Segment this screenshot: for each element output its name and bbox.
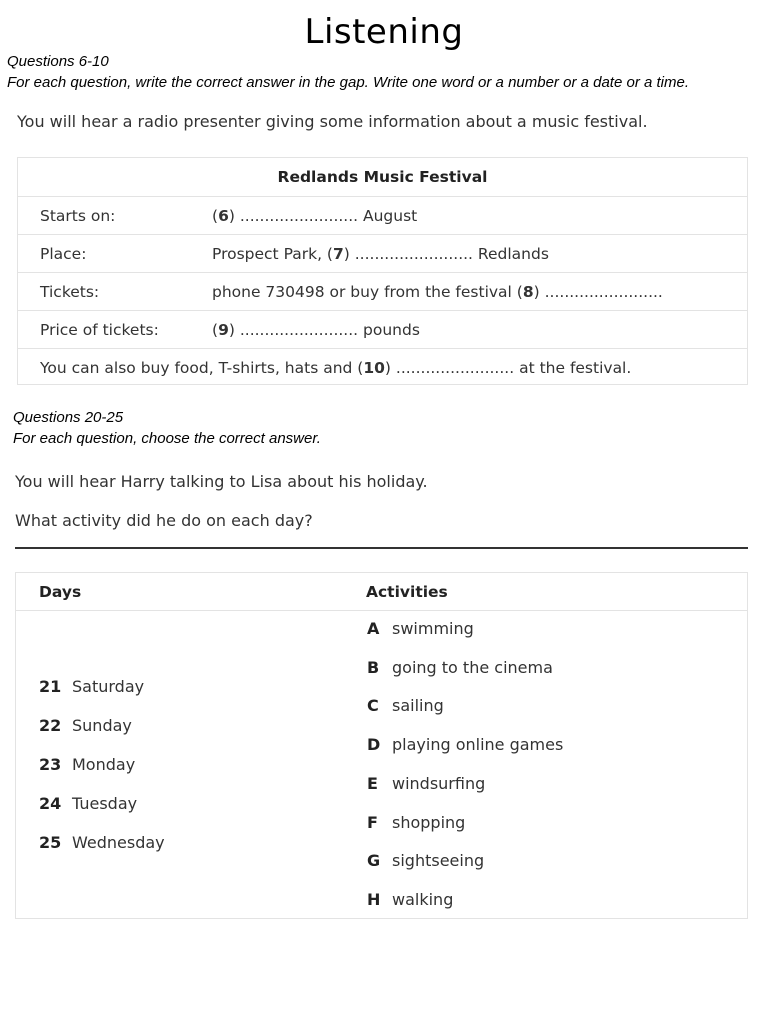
days-activities-table bbox=[15, 572, 748, 919]
row-label: Starts on: bbox=[40, 207, 116, 225]
questions-20-25-label: Questions 20-25 bbox=[13, 409, 124, 426]
day-item: 24 Tuesday bbox=[39, 794, 138, 813]
activity-item: D playing online games bbox=[367, 735, 564, 754]
table-row bbox=[18, 196, 747, 234]
festival-table bbox=[17, 157, 748, 385]
questions-6-10-label: Questions 6-10 bbox=[7, 53, 109, 70]
activity-item: E windsurfing bbox=[367, 774, 486, 793]
gap-number: 10 bbox=[363, 359, 385, 377]
gap-number: 6 bbox=[218, 207, 229, 225]
holiday-question: What activity did he do on each day? bbox=[15, 511, 313, 530]
row-value: (9) ........................ pounds bbox=[212, 321, 420, 339]
day-item: 22 Sunday bbox=[39, 716, 132, 735]
table-row bbox=[18, 234, 747, 272]
row-label: Place: bbox=[40, 245, 87, 263]
page-title: Listening bbox=[304, 12, 464, 52]
row-label: Tickets: bbox=[40, 283, 100, 301]
row-value: You can also buy food, T-shirts, hats and (10) ........................ at the festival. bbox=[40, 359, 632, 377]
gap-number: 8 bbox=[522, 283, 534, 301]
day-item: 23 Monday bbox=[39, 755, 136, 774]
divider bbox=[15, 547, 748, 549]
activity-item: A swimming bbox=[367, 619, 474, 638]
festival-intro: You will hear a radio presenter giving some information about a music festival. bbox=[17, 112, 648, 131]
activities-header: Activities bbox=[366, 583, 448, 601]
gap-number: 9 bbox=[218, 321, 229, 339]
activity-item: G sightseeing bbox=[367, 851, 485, 870]
activity-item: B going to the cinema bbox=[367, 658, 553, 677]
holiday-intro: You will hear Harry talking to Lisa about his holiday. bbox=[15, 472, 428, 491]
row-label: Price of tickets: bbox=[40, 321, 159, 339]
table-row bbox=[18, 310, 747, 348]
activity-item: C sailing bbox=[367, 696, 444, 715]
questions-20-25-instruction: For each question, choose the correct answer. bbox=[13, 430, 321, 447]
gap-number: 7 bbox=[332, 245, 344, 263]
table-header bbox=[16, 573, 747, 611]
days-header: Days bbox=[39, 583, 82, 601]
activity-item: F shopping bbox=[367, 813, 466, 832]
activity-item: H walking bbox=[367, 890, 454, 909]
row-value: (6) ........................ August bbox=[212, 207, 418, 225]
row-value: phone 730498 or buy from the festival (8) ........................ bbox=[212, 283, 663, 301]
row-value: Prospect Park, (7) ........................ Redlands bbox=[212, 245, 549, 263]
questions-6-10-instruction: For each question, write the correct answer in the gap. Write one word or a number or a date or a time. bbox=[7, 74, 689, 91]
table-row bbox=[18, 272, 747, 310]
festival-table-heading: Redlands Music Festival bbox=[277, 168, 488, 186]
day-item: 25 Wednesday bbox=[39, 833, 165, 852]
day-item: 21 Saturday bbox=[39, 677, 145, 696]
table-row bbox=[18, 348, 747, 386]
